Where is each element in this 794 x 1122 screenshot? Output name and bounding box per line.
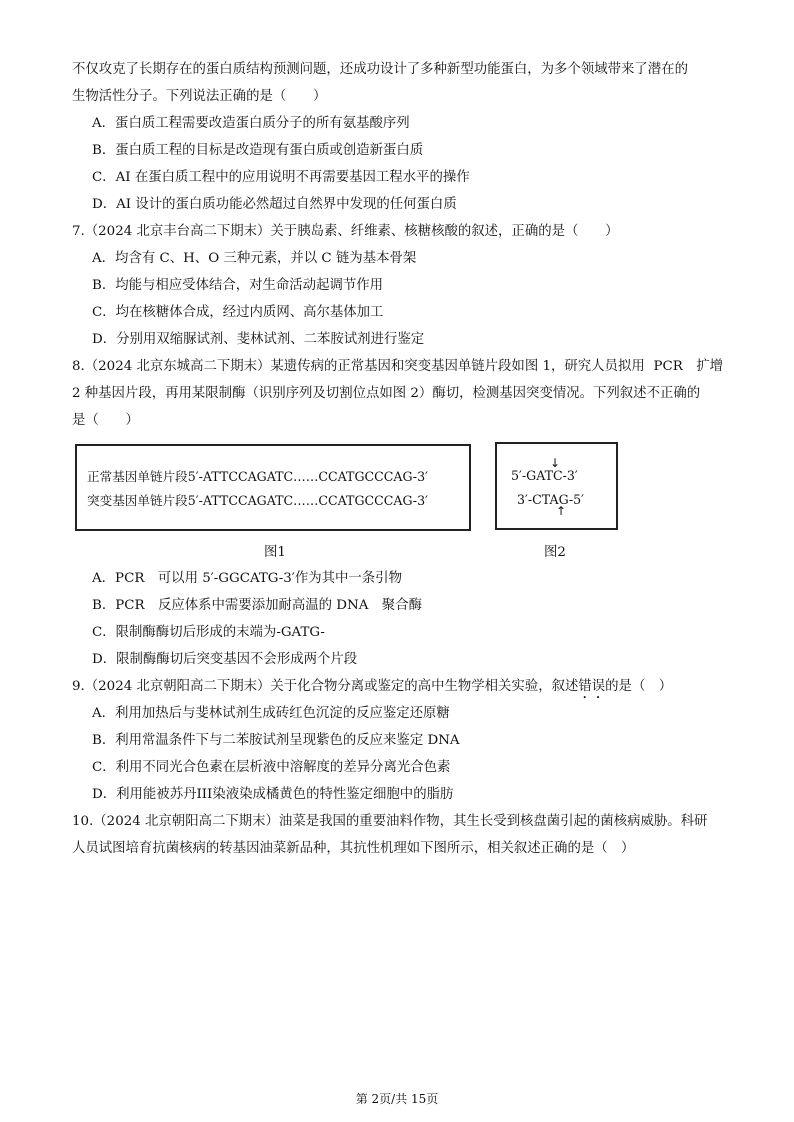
q7-option-a: A．均含有 C、H、O 三种元素，并以 C 链为基本骨架: [92, 251, 417, 266]
figure-2-box: [495, 442, 618, 530]
q7-stem: 7.（2024 北京丰台高二下期末）关于胰岛素、纤维素、核糖核酸的叙述，正确的是（ ）: [72, 224, 619, 239]
fig2-bottom-left: 3′-CT: [517, 492, 550, 507]
figure-2-caption: 图2: [544, 545, 566, 560]
fig2-bottom-strand: [517, 492, 584, 507]
q9-stem-post: 的是（ ）: [605, 679, 673, 694]
intro-line-1: 不仅攻克了长期存在的蛋白质结构预测问题，还成功设计了多种新型功能蛋白，为多个领域带来了潜在的: [72, 62, 688, 77]
fig2-top-left: 5′-GA: [511, 468, 545, 483]
fig1-normal-gene-row: 正常基因单链片段5′-ATTCCAGATC……CCATGCCCAG-3′: [87, 469, 428, 484]
q9-option-b: B．利用常温条件下与二苯胺试剂呈现紫色的反应来鉴定 DNA: [92, 733, 460, 748]
q8-stem-line-2: 2 种基因片段，再用某限制酶（识别序列及切割位点如图 2）酶切，检测基因突变情况。下列叙述不正确的: [72, 386, 701, 401]
figure-1-box: [75, 444, 471, 531]
figure-1-caption: 图1: [264, 545, 286, 560]
q7-option-b: B．均能与相应受体结合，对生命活动起调节作用: [92, 278, 384, 293]
intro-option-a: A．蛋白质工程需要改造蛋白质分子的所有氨基酸序列: [92, 116, 410, 131]
q9-stem: [72, 679, 672, 702]
q9-stem-emphasis: 错误: [578, 679, 606, 694]
q8-stem-line-3: 是（ ）: [72, 413, 139, 428]
q8-stem-line-1-right: PCR 扩增: [653, 359, 723, 374]
q8-stem-line-1-left: 8.（2024 北京东城高二下期末）某遗传病的正常基因和突变基因单链片段如图 1，研究人员拟用: [72, 359, 645, 374]
fig2-top-strand: [511, 468, 578, 483]
q8-option-a: A．PCR 可以用 5′-GGCATG-3′作为其中一条引物: [92, 571, 402, 586]
intro-option-b: B．蛋白质工程的目标是改造现有蛋白质或创造新蛋白质: [92, 143, 424, 158]
intro-option-d: D．AI 设计的蛋白质功能必然超过自然界中发现的任何蛋白质: [92, 197, 457, 212]
cut-arrow-down-icon: ↓: [550, 456, 561, 470]
fig1-mutant-gene-row: 突变基因单链片段5′-ATTCCAGATC……CCATGCCCAG-3′: [87, 493, 428, 508]
q10-stem-line-1: 10.（2024 北京朝阳高二下期末）油菜是我国的重要油料作物，其生长受到核盘菌引起的菌核病威胁。科研: [72, 814, 708, 829]
q9-stem-pre: 9.（2024 北京朝阳高二下期末）关于化合物分离或鉴定的高中生物学相关实验，叙述: [72, 679, 579, 694]
intro-line-2: 生物活性分子。下列说法正确的是（ ）: [72, 89, 327, 104]
cut-arrow-up-icon: ↑: [556, 504, 567, 518]
q8-option-c: C．限制酶酶切后形成的末端为-GATG-: [92, 625, 325, 640]
intro-option-c: C．AI 在蛋白质工程中的应用说明不再需要基因工程水平的操作: [92, 170, 470, 185]
fig2-top-right: TC-3′: [544, 468, 578, 483]
fig2-bottom-right: AG-5′: [549, 492, 585, 507]
q9-option-d: D．利用能被苏丹III染液染成橘黄色的特性鉴定细胞中的脂肪: [92, 787, 454, 802]
q9-option-a: A．利用加热后与斐林试剂生成砖红色沉淀的反应鉴定还原糖: [92, 706, 450, 721]
q8-stem-line-1: [72, 359, 723, 375]
q8-option-b: B．PCR 反应体系中需要添加耐高温的 DNA 聚合酶: [92, 598, 422, 613]
q10-stem-line-2: 人员试图培育抗菌核病的转基因油菜新品种，其抗性机理如下图所示，相关叙述正确的是（ ）: [72, 841, 635, 856]
q9-option-c: C．利用不同光合色素在层析液中溶解度的差异分离光合色素: [92, 760, 451, 775]
q7-option-c: C．均在核糖体合成，经过内质网、高尔基体加工: [92, 305, 384, 320]
q8-option-d: D．限制酶酶切后突变基因不会形成两个片段: [92, 652, 358, 667]
q7-option-d: D．分别用双缩脲试剂、斐林试剂、二苯胺试剂进行鉴定: [92, 332, 425, 347]
page-number: 第 2页/共 15页: [355, 1092, 439, 1106]
